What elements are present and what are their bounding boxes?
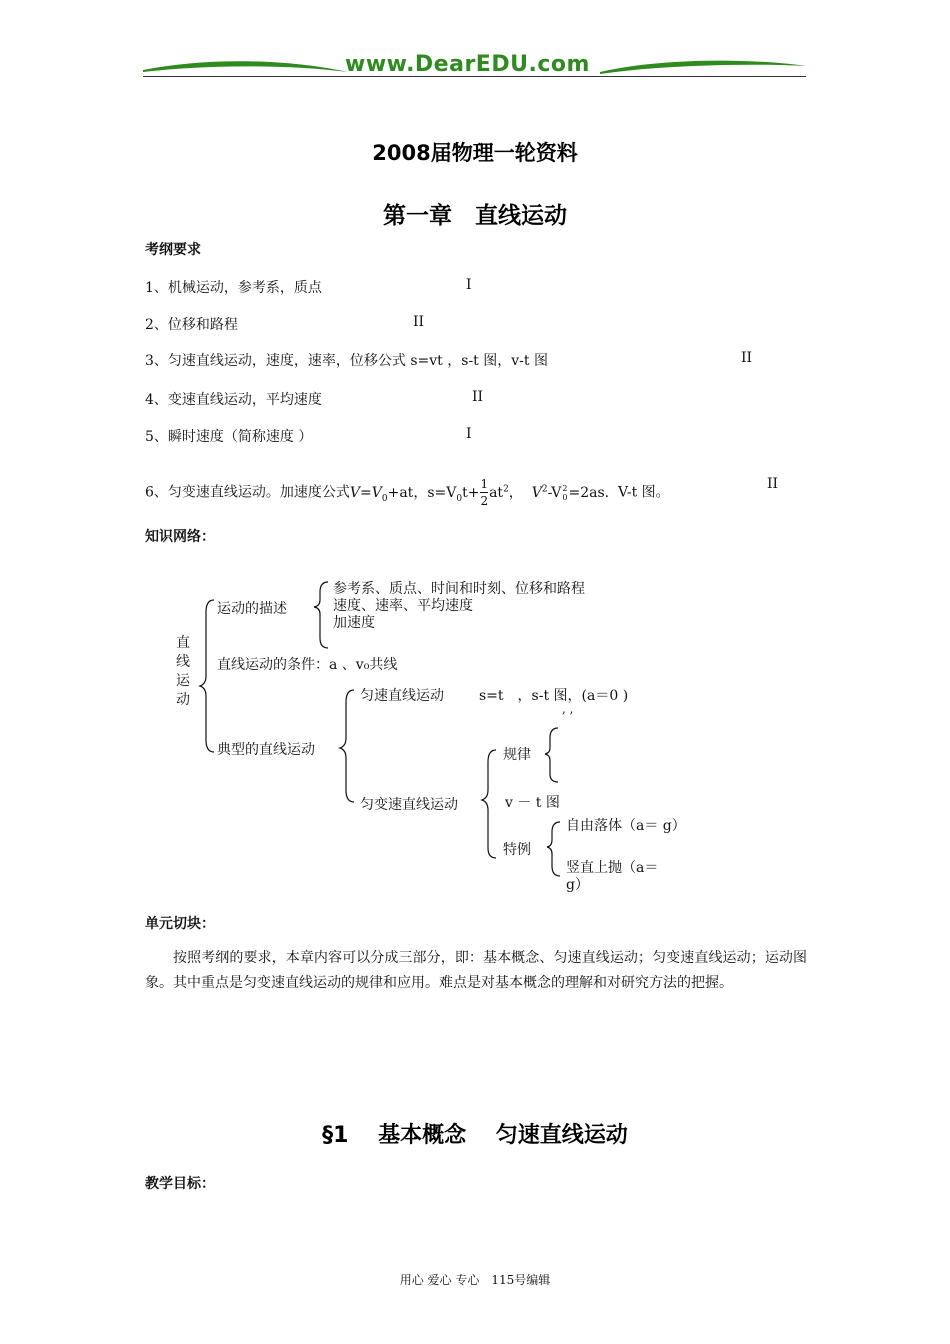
displacement-formula: $s=V_0t+$ $\frac{1}{2}$ $at^2$， [427,477,523,508]
requirement-3: 3、匀速直线运动，速度，速率，位移公式 s=vt ，s-t 图，v-t 图 [145,353,548,369]
node-description-item-1: 参考系、质点、时间和时刻、位移和路程 [333,581,585,597]
node-description-item-2: 速度、速率、平均速度 [333,598,473,614]
tree-root-label: 直 线 运 动 [176,635,190,708]
root-brace [200,600,214,752]
node-motion-condition: 直线运动的条件：a 、v₀共线 [217,657,398,673]
node-description-item-3: 加速度 [333,615,375,631]
fraction-one-half: $\frac{1}{2}$ [480,477,489,508]
node-uniform-commas: , , [562,702,574,716]
requirement-2-level: II [413,314,425,330]
requirement-5: 5、瞬时速度（简称速度 ） [145,429,313,445]
section-title: §1 基本概念 匀速直线运动 [322,1123,628,1148]
requirement-4: 4、变速直线运动，平均速度 [145,392,322,408]
node-special-cases: 特例 [503,842,531,858]
node-vertical-throw-line2: g） [566,877,589,893]
chapter-title: 第一章 直线运动 [383,203,567,229]
unit-paragraph: 按照考纲的要求，本章内容可以分成三部分，即：基本概念、匀速直线运动；匀变速直线运动；运动图象。其中重点是匀变速直线运动的规律和应用。难点是对基本概念的理解和对研究方法的把握。 [145,950,807,991]
requirement-4-level: II [472,389,484,405]
requirement-1-level: I [466,277,472,293]
unit-heading: 单元切块： [145,916,215,932]
node-typical-motion: 典型的直线运动 [217,742,315,758]
node-motion-description: 运动的描述 [217,601,287,617]
accel-brace [482,750,496,858]
description-brace [314,582,328,648]
vt-graph-label: V-t 图。 [618,484,670,501]
page-footer: 用心 爱心 专心 115号编辑 [399,1273,551,1287]
node-vt-graph: v － t 图 [505,795,560,811]
node-free-fall: 自由落体（a＝ g） [566,818,686,834]
node-uniform-detail: s=t ，s-t 图，(a＝0 ) [479,688,629,704]
law-brace [545,728,558,782]
requirement-5-level: I [466,426,472,442]
requirement-2: 2、位移和路程 [145,317,238,333]
document-title: 2008届物理一轮资料 [372,141,578,165]
node-vertical-throw-line1: 竖直上抛（a＝ [566,860,659,876]
velocity-squared-formula: $V^2-V$ 2 0 =2as. [531,483,610,502]
requirement-6-text: 6、匀变速直线运动。加速度公式 [145,484,350,501]
node-uniform-motion: 匀速直线运动 [360,688,444,704]
teaching-goals-heading: 教学目标： [145,1176,215,1192]
velocity-formula: $V=V_0+at$， [349,484,428,504]
special-brace [547,822,560,876]
requirement-3-level: II [741,350,753,366]
node-law: 规律 [503,747,531,763]
requirement-1: 1、机械运动，参考系，质点 [145,280,322,296]
syllabus-heading: 考纲要求 [145,242,201,258]
knowledge-network-heading: 知识网络： [145,529,215,545]
typical-brace [340,690,354,802]
requirement-6-level: II [767,476,779,492]
node-uniformly-accelerated-motion: 匀变速直线运动 [360,797,458,813]
site-logo: www.DearEDU.com [345,52,590,77]
